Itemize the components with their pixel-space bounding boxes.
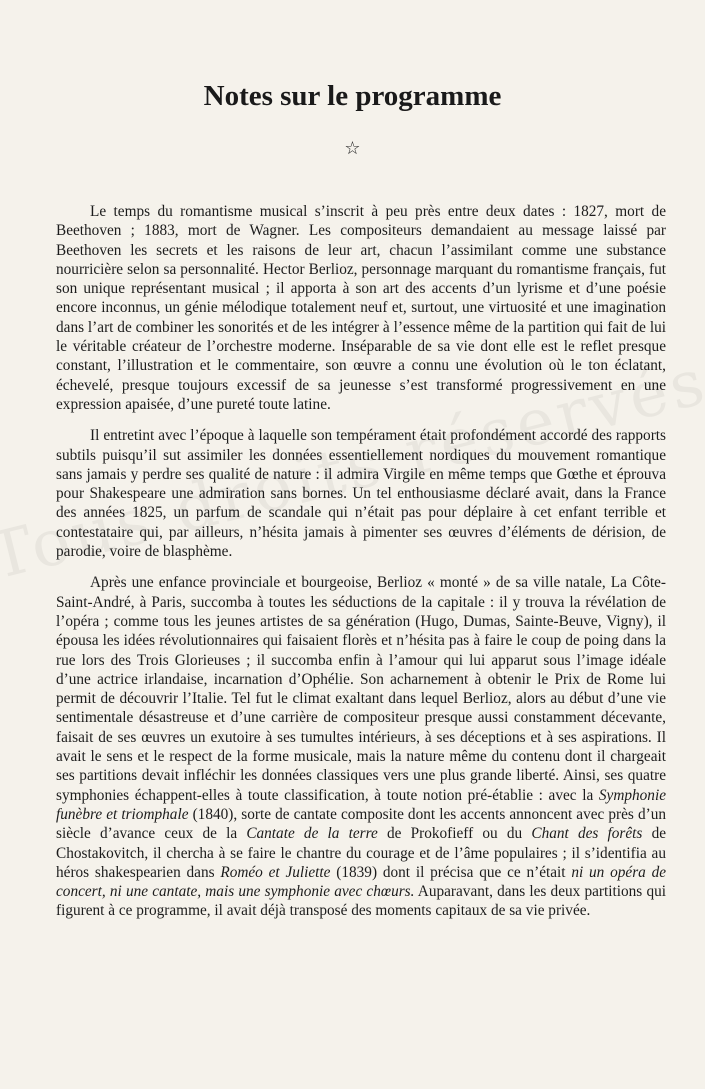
paragraph [56,426,666,561]
paragraph-text: Le temps du romantisme musical s’inscrit à peu près entre deux dates : 1827, mort de Beethoven ; 1883, mort de Wagner. Les compositeurs demandaient au message laissé par Beethoven les secrets et les raisons de leur art, chacun l’assimilant comme une substance nourricière selon sa personnalité. Hector Berlioz, personnage marquant du romantisme français, fut son unique représentant musical ; il apporta à son art des accents d’un lyrisme et d’une poésie encore inconnus, un génie mélodique totalement neuf et, surtout, une virtuosité et une imagination dans l’art de combiner les sonorités et de les intégrer à l’essence même de la partition qui fait de lui le véritable créateur de l’orchestre moderne. Inséparable de sa vie dont elle est le reflet presque constant, l’illustration et le commentaire, son œuvre a connu une évolution où le ton éclatant, échevelé, presque toujours excessif de sa jeunesse s’est transformé progressivement en une expression apaisée, d’une pureté toute latine. [56,203,666,413]
star-ornament-icon: ☆ [344,138,361,159]
paragraph-text: Il entretint avec l’époque à laquelle son tempérament était profondément accordé des rapports subtils puisqu’il sut assimiler les données essentiellement nordiques du mouvement romantique sans jamais y perdre ses qualité de nature : il admira Virgile en même temps que Gœthe et éprouva pour Shakespeare une admiration sans bornes. Un tel enthousiasme déclaré avait, dans la France des années 1825, un parfum de scandale qui n’était pas pour déplaire à cet enfant terrible et contestataire qui, par ailleurs, n’hésita jamais à pimenter ses œuvres d’éléments de dérision, de parodie, voire de blasphème. [56,427,666,561]
paragraph-text: Après une enfance provinciale et bourgeoise, Berlioz « monté » de sa ville natale, La Côte-Saint-André, à Paris, succomba à toutes les séductions de la capitale : il y trouva la révélation de l’opéra ; comme tous les jeunes artistes de sa génération (Hugo, Dumas, Sainte-Beuve, Vigny), il épousa les idées révolutionnaires qui faisaient florès et n’hésita pas à faire le coup de poing dans la rue lors des Trois Glorieuses ; il succomba enfin à l’amour qui lui apparut sous l’image idéale d’une actrice irlandaise, incarnation d’Ophélie. Son acharnement à obtenir le Prix de Rome lui permit de découvrir l’Italie. Tel fut le climat exaltant dans lequel Berlioz, alors au début d’une vie sentimentale désastreuse et d’une carrière de compositeur presque aussi constamment décevante, faisait de ses œuvres un exutoire à ses tumultes intérieurs, à ses déceptions et à ses aspirations. Il avait le sens et le respect de la forme musicale, mais la nature même du contenu dont il chargeait ses partitions devait infléchir les données classiques vers une plus grande liberté. Ainsi, ses quatre symphonies échappent-elles à toute classification, à toute notion pré-établie : avec la [56,574,666,804]
article-body [56,202,666,933]
italic-title-text: Symphonie funèbre et triomphale [56,786,666,823]
page-title: Notes sur le programme [203,80,502,112]
italic-title-text: ni un opéra de concert, ni une cantate, mais une symphonie avec chœurs. [56,863,667,901]
italic-title-text: Roméo et Juliette [220,863,331,881]
paragraph [56,202,666,414]
paragraph-text: (1839) dont il précisa que ce n’était [330,863,572,881]
paragraph-text: Auparavant, dans les deux partitions qui figurent à ce programme, il avait déjà transposé des moments capitaux de sa vie privée. [56,883,666,920]
paragraph-text: (1840), sorte de cantate composite dont les accents annoncent avec près d’un siècle d’avance ceux de la [56,805,667,843]
italic-title-text: Chant des forêts [531,825,643,843]
italic-title-text: Cantate de la terre [246,825,378,843]
paragraph-text: de Chostakovitch, il chercha à se faire le chantre du courage et de l’âme populaires ; il s’identifia au héros shakespearien dans [56,825,667,881]
paragraph [56,573,666,920]
paragraph-text: de Prokofieff ou du [377,825,532,843]
